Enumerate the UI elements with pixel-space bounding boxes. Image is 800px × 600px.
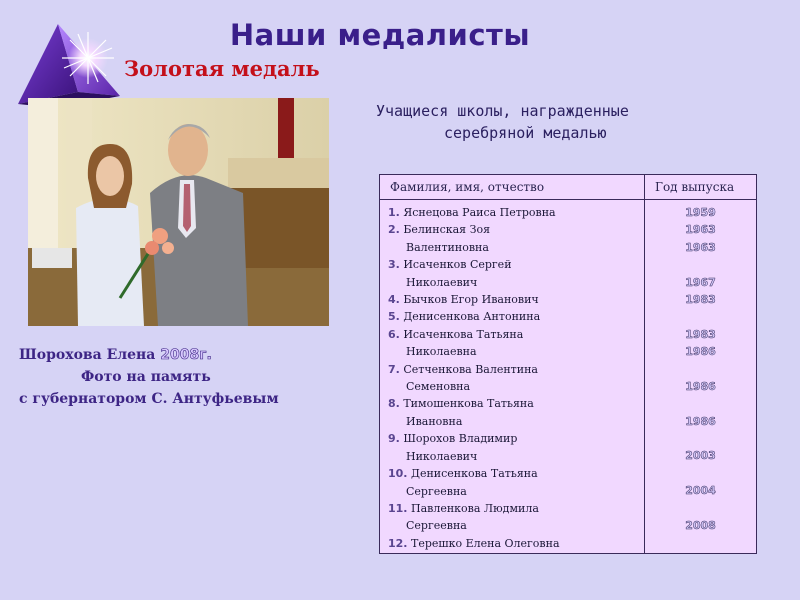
silver-heading-line-1: Учащиеся школы, награжденные [376,102,629,120]
graduation-year: 1963 [685,223,716,237]
list-number: 4. [388,293,400,307]
graduation-year [645,308,756,325]
page-title: Наши медалисты [229,18,531,52]
list-number: 5. [388,310,400,324]
table-name-line [388,274,644,291]
list-number: 12. [388,536,408,550]
student-name-text: Николаевич [406,275,478,289]
table-name-line [388,326,644,343]
graduation-year: 1967 [685,275,716,289]
student-name-text: Сергеевна [406,519,467,533]
graduation-year [645,361,756,378]
years-column [645,200,756,553]
medalist-photo [28,98,329,326]
student-name-text: Сергеевна [406,484,467,498]
graduation-year [645,465,756,482]
graduation-year [645,500,756,517]
student-name-text: Ивановна [406,414,463,428]
list-number: 8. [388,397,400,411]
student-name-text: Николаевич [406,449,478,463]
table-name-line [388,517,644,534]
silver-medal-heading [376,100,676,144]
silver-heading-line-2: серебряной медалью [444,124,607,142]
student-name-text: Валентиновна [406,240,489,254]
graduation-year [645,534,756,551]
list-number: 6. [388,327,400,341]
table-name-line [388,256,644,273]
graduation-year [645,430,756,447]
student-name-text: Павленкова Людмила [411,501,539,515]
list-number: 2. [388,223,400,237]
graduation-year [645,395,756,412]
student-name-text: Николаевна [406,345,477,359]
column-header-name: Фамилия, имя, отчество [380,175,645,199]
caption-line-3: с губернатором С. Антуфьевым [19,391,279,407]
student-name-text: Исаченков Сергей [403,258,512,272]
gold-medal-subtitle: Золотая медаль [124,56,320,81]
table-name-line [388,204,644,221]
table-name-line [388,535,644,552]
list-number: 7. [388,362,400,376]
graduation-year: 1959 [685,206,716,219]
list-number: 9. [388,432,400,446]
table-name-line [388,413,644,430]
student-name-text: Бычков Егор Иванович [403,293,539,307]
silver-medalists-table [379,174,757,554]
list-number: 10. [388,467,408,481]
table-name-line [388,378,644,395]
graduation-year: 2004 [685,484,716,498]
table-header-row [380,175,756,200]
photo-caption [19,344,279,410]
table-name-line [388,448,644,465]
graduation-year [645,256,756,273]
names-column [380,200,645,553]
table-name-line [388,308,644,325]
graduation-year: 2008 [685,519,716,533]
student-name-text: Исаченкова Татьяна [403,327,524,341]
graduation-year: 1963 [685,240,716,254]
student-name-text: Денисенкова Татьяна [411,467,538,481]
caption-student-name: Шорохова Елена [19,347,156,363]
table-name-line [388,239,644,256]
list-number: 11. [388,501,408,515]
graduation-year: 1986 [685,379,716,393]
student-name-text: Семеновна [406,380,471,394]
table-name-line [388,361,644,378]
student-name-text: Денисенкова Антонина [403,310,541,324]
caption-line-2: Фото на память [81,369,211,385]
graduation-year: 1983 [685,327,716,341]
caption-year: 2008г. [160,347,212,363]
student-name-text: Сетченкова Валентина [403,362,538,376]
list-number: 1. [388,206,400,219]
graduation-year: 1986 [685,345,716,359]
student-name-text: Белинская Зоя [403,223,491,237]
graduation-year: 1986 [685,414,716,428]
list-number: 3. [388,258,400,272]
student-name-text: Яснецова Раиса Петровна [403,206,556,219]
graduation-year: 1983 [685,292,716,306]
table-name-line [388,465,644,482]
graduation-year: 2003 [685,449,716,463]
table-name-line [388,483,644,500]
table-name-line [388,395,644,412]
student-name-text: Терешко Елена Олеговна [411,536,560,550]
table-name-line [388,343,644,360]
column-header-year: Год выпуска [655,180,735,194]
table-name-line [388,291,644,308]
table-body [380,200,756,553]
table-name-line [388,430,644,447]
table-name-line [388,221,644,238]
student-name-text: Тимошенкова Татьяна [403,397,534,411]
table-name-line [388,500,644,517]
student-name-text: Шорохов Владимир [403,432,518,446]
